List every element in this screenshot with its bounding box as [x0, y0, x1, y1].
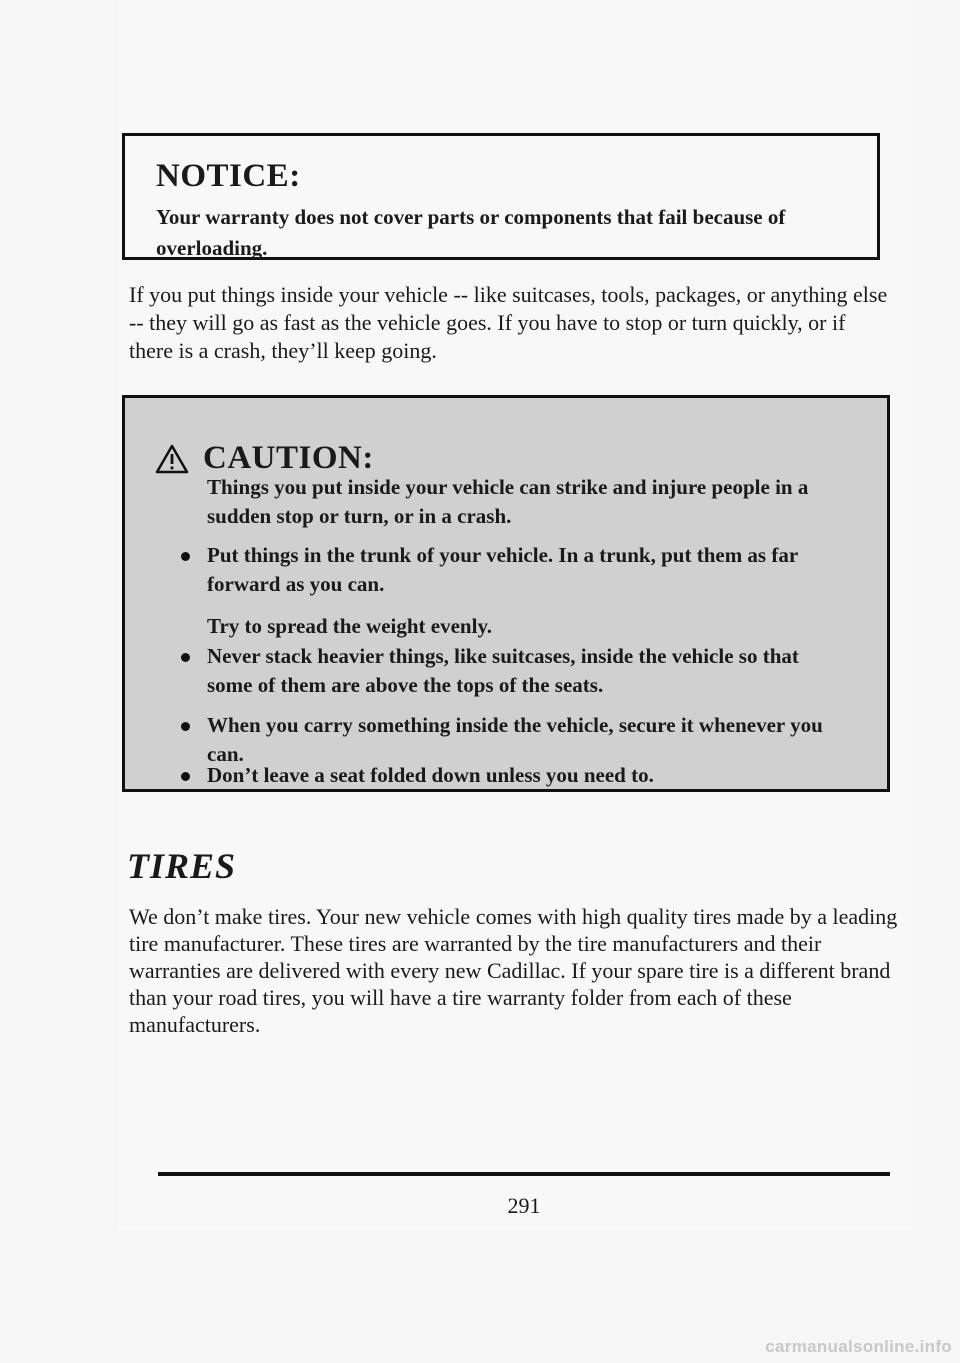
- caution-item-text: Don’t leave a seat folded down unless you need to.: [207, 763, 654, 787]
- caution-item-text: Never stack heavier things, like suitcases, inside the vehicle so that some of them are above the tops of the seats.: [207, 644, 799, 697]
- notice-title: NOTICE:: [156, 158, 301, 194]
- tires-heading: TIRES: [127, 846, 237, 886]
- caution-header: [155, 440, 374, 477]
- bullet-icon: [181, 552, 190, 561]
- bullet-icon: [181, 722, 190, 731]
- caution-lead: Things you put inside your vehicle can strike and injure people in a sudden stop or turn, or in a crash.: [207, 475, 809, 528]
- page-number: 291: [507, 1193, 541, 1218]
- footer-rule: [158, 1172, 890, 1176]
- caution-item-subtext: Try to spread the weight evenly.: [207, 614, 493, 638]
- list-item: [207, 642, 847, 700]
- list-item: [207, 761, 847, 790]
- warning-triangle-icon: [155, 444, 189, 474]
- caution-title: CAUTION:: [203, 440, 374, 476]
- list-item: [207, 541, 847, 641]
- intro-paragraph: If you put things inside your vehicle -- like suitcases, tools, packages, or anything else -- they will go as fast as the vehicle goes. If you have to stop or turn quickly, or if there is a crash, they’ll keep going.: [129, 282, 888, 363]
- watermark: carmanualsonline.info: [765, 1337, 952, 1356]
- notice-body: Your warranty does not cover parts or components that fail because of overloading.: [156, 205, 786, 260]
- caution-item-text: Put things in the trunk of your vehicle. In a trunk, put them as far forward as you can.: [207, 543, 798, 596]
- caution-box: [122, 395, 890, 792]
- notice-box: [122, 133, 880, 260]
- caution-item-text: When you carry something inside the vehicle, secure it whenever you can.: [207, 713, 823, 766]
- bullet-icon: [181, 653, 190, 662]
- tires-paragraph: We don’t make tires. Your new vehicle comes with high quality tires made by a leading tire manufacturer. These tires are warranted by the tire manufacturers and their warranties are delivered with every new Cadillac. If your spare tire is a different brand than your road tires, you will have a tire warranty folder from each of these manufacturers.: [129, 904, 898, 1037]
- bullet-icon: [181, 772, 190, 781]
